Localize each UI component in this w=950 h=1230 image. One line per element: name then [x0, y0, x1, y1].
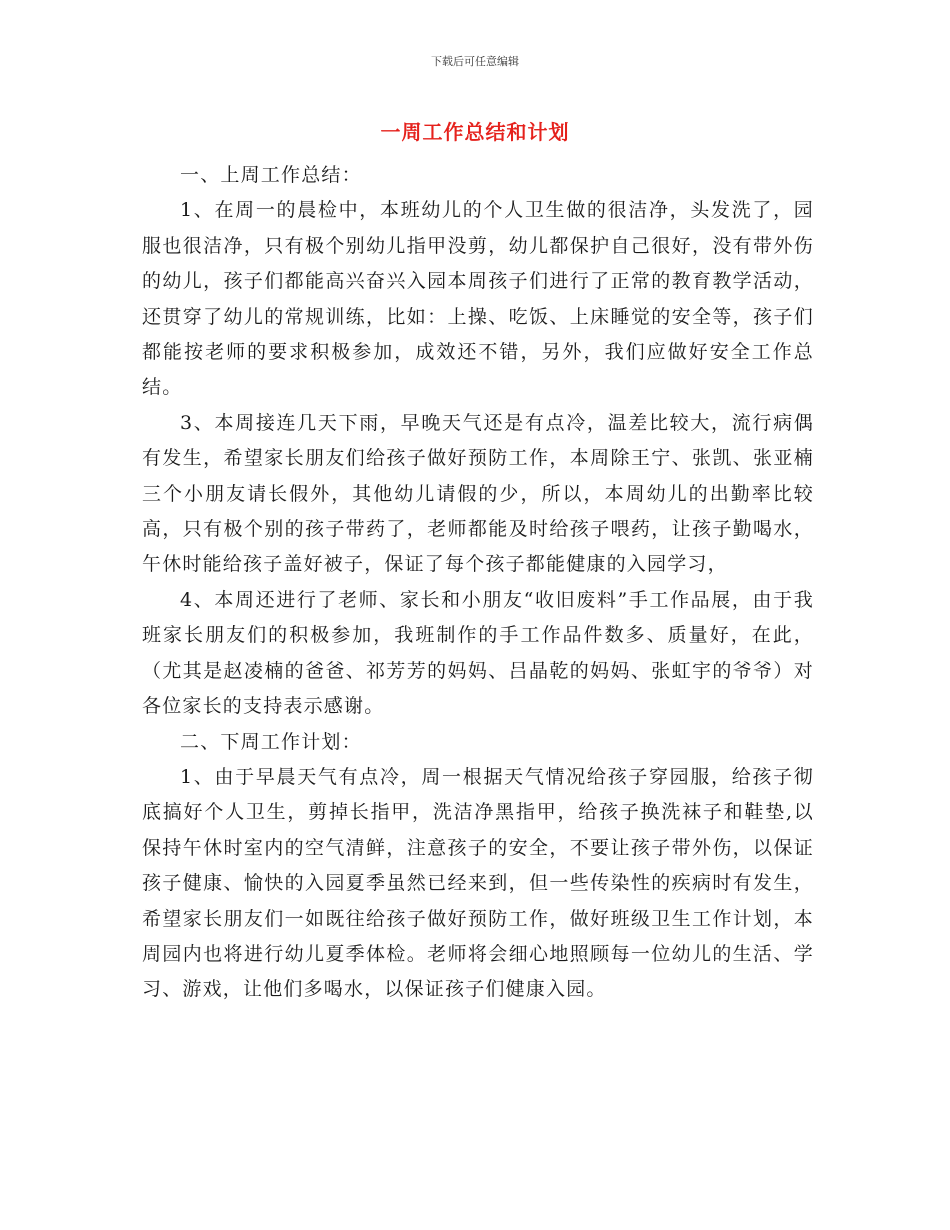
document-body: [142, 158, 814, 1008]
document-title: 一周工作总结和计划: [380, 120, 570, 144]
paragraph-summary-1: 1、在周一的晨检中，本班幼儿的个人卫生做的很洁净，头发洗了，园服也很洁净，只有极个别幼儿指甲没剪，幼儿都保护自己很好，没有带外伤的幼儿，孩子们都能高兴奋兴入园本周孩子们进行了正常的教育教学活动，还贯穿了幼儿的常规训练，比如：上操、吃饭、上床睡觉的安全等，孩子们都能按老师的要求积极参加，成效还不错，另外，我们应做好安全工作总结。: [142, 199, 814, 399]
section-heading-last-week: 一、上周工作总结：: [180, 164, 362, 186]
section-heading-next-week: 二、下周工作计划：: [180, 730, 362, 753]
header-note: 下载后可任意编辑: [431, 55, 519, 68]
paragraph-summary-3: 3、本周接连几天下雨，早晚天气还是有点冷，温差比较大，流行病偶有发生，希望家长朋友们给孩子做好预防工作，本周除王宁、张凯、张亚楠三个小朋友请长假外，其他幼儿请假的少，所以，本周幼儿的出勤率比较高，只有极个别的孩子带药了，老师都能及时给孩子喂药，让孩子勤喝水，午休时能给孩子盖好被子，保证了每个孩子都能健康的入园学习，: [142, 411, 814, 576]
paragraph-summary-4: 4、本周还进行了老师、家长和小朋友“收旧废料”手工作品展，由于我班家长朋友们的积极参加，我班制作的手工作品件数多、质量好，在此，（尤其是赵凌楠的爸爸、祁芳芳的妈妈、吕晶乾的妈妈、张虹宇的爷爷）对各位家长的支持表示感谢。: [142, 588, 814, 718]
paragraph-plan-1: 1、由于早晨天气有点冷，周一根据天气情况给孩子穿园服，给孩子彻底搞好个人卫生，剪掉长指甲，洗洁净黑指甲，给孩子换洗袜子和鞋垫,以保持午休时室内的空气清鲜，注意孩子的安全，不要让孩子带外伤，以保证孩子健康、愉快的入园夏季虽然已经来到，但一些传染性的疾病时有发生，希望家长朋友们一如既往给孩子做好预防工作，做好班级卫生工作计划，本周园内也将进行幼儿夏季体检。老师将会细心地照顾每一位幼儿的生活、学习、游戏，让他们多喝水，以保证孩子们健康入园。: [142, 765, 814, 1001]
